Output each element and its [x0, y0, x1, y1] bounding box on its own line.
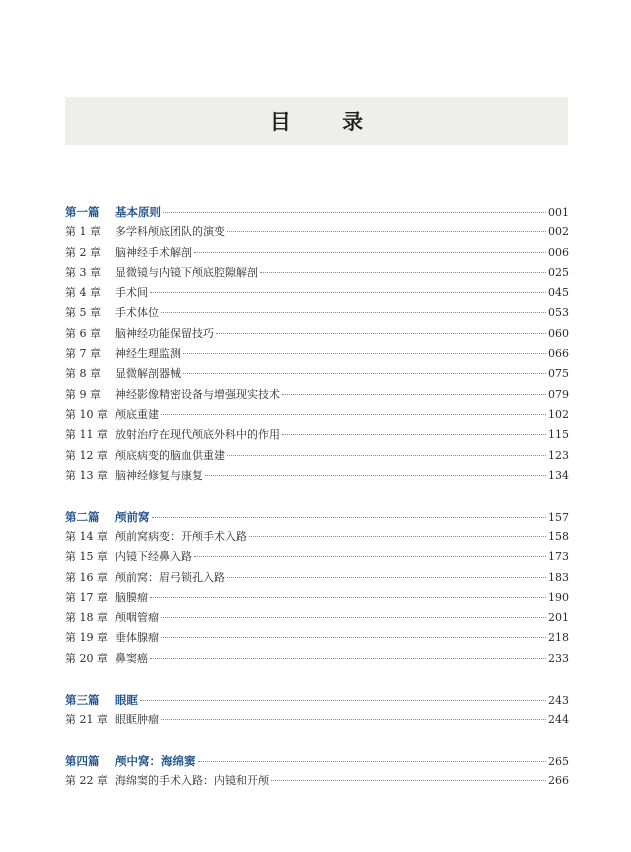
leader-dots — [194, 252, 546, 253]
entry-number: 第 12 章 — [65, 448, 108, 462]
leader-dots — [216, 333, 546, 334]
page-number: 134 — [548, 468, 569, 482]
chapter-entry[interactable] — [65, 771, 568, 791]
entry-number: 第 10 章 — [65, 407, 108, 421]
leader-dots — [282, 394, 546, 395]
section-gap — [65, 730, 568, 751]
part-heading[interactable] — [65, 751, 568, 771]
leader-dots — [227, 231, 546, 232]
entry-number: 第 20 章 — [65, 651, 108, 665]
entry-number: 第 8 章 — [65, 367, 101, 381]
leader-dots — [194, 556, 546, 557]
leader-dots — [140, 700, 546, 701]
section-gap — [65, 669, 568, 690]
leader-dots — [260, 272, 546, 273]
entry-title: 放射治疗在现代颅底外科中的作用 — [115, 428, 280, 442]
page-number: 190 — [548, 590, 569, 604]
leader-dots — [205, 475, 546, 476]
entry-title: 显微解剖器械 — [115, 367, 181, 381]
page-number: 173 — [548, 550, 569, 564]
chapter-entry[interactable] — [65, 263, 568, 283]
entry-number: 第四篇 — [65, 753, 100, 768]
entry-number: 第 11 章 — [65, 428, 108, 442]
chapter-entry[interactable] — [65, 527, 568, 547]
chapter-entry[interactable] — [65, 710, 568, 730]
page-number: 079 — [548, 387, 569, 401]
entry-number: 第 22 章 — [65, 773, 108, 787]
page-number: 025 — [548, 265, 569, 279]
entry-title: 颅底重建 — [115, 407, 159, 421]
entry-number: 第 3 章 — [65, 265, 101, 279]
entry-number: 第 5 章 — [65, 306, 101, 320]
leader-dots — [161, 617, 546, 618]
page-number: 006 — [548, 245, 569, 259]
chapter-entry[interactable] — [65, 324, 568, 344]
chapter-entry[interactable] — [65, 364, 568, 384]
page-number: 001 — [548, 206, 569, 219]
entry-number: 第 2 章 — [65, 245, 101, 259]
entry-title: 基本原则 — [115, 205, 161, 219]
entry-number: 第 15 章 — [65, 550, 108, 564]
chapter-entry[interactable] — [65, 243, 568, 263]
page-number: 243 — [548, 693, 569, 707]
page-number: 066 — [548, 347, 569, 361]
page-number: 158 — [548, 529, 569, 543]
title-band — [65, 97, 568, 145]
entry-number: 第三篇 — [65, 692, 100, 707]
page-title: 目 录 — [269, 109, 386, 134]
page-number: 218 — [548, 631, 569, 645]
leader-dots — [152, 517, 547, 518]
chapter-entry[interactable] — [65, 303, 568, 323]
page-number: 075 — [548, 367, 569, 381]
chapter-entry[interactable] — [65, 446, 568, 466]
entry-number: 第 13 章 — [65, 468, 108, 482]
leader-dots — [227, 577, 546, 578]
page-number: 002 — [548, 225, 569, 239]
entry-title: 鼻窦癌 — [115, 651, 148, 665]
chapter-entry[interactable] — [65, 649, 568, 669]
leader-dots — [150, 658, 546, 659]
chapter-entry[interactable] — [65, 283, 568, 303]
leader-dots — [249, 536, 546, 537]
page-number: 244 — [548, 712, 569, 726]
part-heading[interactable] — [65, 507, 568, 527]
leader-dots — [183, 353, 546, 354]
entry-title: 颅底病变的脑血供重建 — [115, 448, 225, 462]
section-gap — [65, 486, 568, 507]
entry-title: 眼眶肿瘤 — [115, 712, 159, 726]
entry-number: 第 4 章 — [65, 286, 101, 300]
entry-title: 眼眶 — [115, 692, 138, 707]
leader-dots — [271, 780, 546, 781]
entry-number: 第一篇 — [65, 205, 100, 219]
leader-dots — [163, 212, 546, 213]
chapter-entry[interactable] — [65, 385, 568, 405]
page-number: 233 — [548, 651, 569, 665]
entry-number: 第 6 章 — [65, 326, 101, 340]
entry-title: 脑神经功能保留技巧 — [115, 326, 214, 340]
leader-dots — [227, 455, 546, 456]
entry-number: 第 9 章 — [65, 387, 101, 401]
chapter-entry[interactable] — [65, 547, 568, 567]
page-number: 045 — [548, 286, 569, 300]
entry-title: 神经影像精密设备与增强现实技术 — [115, 387, 280, 401]
chapter-entry[interactable] — [65, 588, 568, 608]
entry-title: 垂体腺瘤 — [115, 631, 159, 645]
page-number: 183 — [548, 570, 569, 584]
entry-title: 海绵窦的手术入路：内镜和开颅 — [115, 773, 269, 787]
entry-title: 显微镜与内镜下颅底腔隙解剖 — [115, 265, 258, 279]
leader-dots — [183, 373, 546, 374]
part-heading[interactable] — [65, 690, 568, 710]
leader-dots — [161, 414, 546, 415]
leader-dots — [150, 597, 546, 598]
leader-dots — [161, 312, 546, 313]
page-number: 266 — [548, 773, 569, 787]
part-heading[interactable] — [65, 202, 568, 222]
chapter-entry[interactable] — [65, 628, 568, 648]
entry-number: 第 14 章 — [65, 529, 108, 543]
entry-number: 第 17 章 — [65, 590, 108, 604]
entry-title: 颅前窝：眉弓锁孔入路 — [115, 570, 225, 584]
entry-title: 内镜下经鼻入路 — [115, 550, 192, 564]
entry-title: 脑神经手术解剖 — [115, 245, 192, 259]
chapter-entry[interactable] — [65, 608, 568, 628]
entry-number: 第 16 章 — [65, 570, 108, 584]
chapter-entry[interactable] — [65, 344, 568, 364]
chapter-entry[interactable] — [65, 425, 568, 445]
entry-title: 颅中窝：海绵窦 — [115, 753, 196, 768]
chapter-entry[interactable] — [65, 466, 568, 486]
page-number: 115 — [548, 428, 569, 442]
leader-dots — [282, 434, 546, 435]
entry-number: 第二篇 — [65, 509, 100, 524]
page-number: 157 — [548, 510, 569, 524]
entry-number: 第 1 章 — [65, 225, 101, 239]
table-of-contents — [65, 202, 568, 791]
entry-title: 颅前窝 — [115, 509, 150, 524]
entry-number: 第 7 章 — [65, 347, 101, 361]
entry-title: 脑神经修复与康复 — [115, 468, 203, 482]
entry-title: 脑膜瘤 — [115, 590, 148, 604]
entry-number: 第 18 章 — [65, 611, 108, 625]
chapter-entry[interactable] — [65, 405, 568, 425]
page-number: 123 — [548, 448, 569, 462]
leader-dots — [161, 719, 546, 720]
leader-dots — [150, 292, 546, 293]
entry-title: 手术体位 — [115, 306, 159, 320]
page-number: 053 — [548, 306, 569, 320]
leader-dots — [161, 637, 546, 638]
entry-title: 神经生理监测 — [115, 347, 181, 361]
page-number: 102 — [548, 407, 569, 421]
entry-number: 第 21 章 — [65, 712, 108, 726]
page-number: 265 — [548, 754, 569, 768]
entry-title: 多学科颅底团队的演变 — [115, 225, 225, 239]
page-number: 201 — [548, 611, 569, 625]
leader-dots — [198, 761, 547, 762]
entry-title: 颅前窝病变：开颅手术入路 — [115, 529, 247, 543]
entry-title: 颅咽管瘤 — [115, 611, 159, 625]
entry-title: 手术间 — [115, 286, 148, 300]
chapter-entry[interactable] — [65, 222, 568, 242]
entry-number: 第 19 章 — [65, 631, 108, 645]
page-number: 060 — [548, 326, 569, 340]
chapter-entry[interactable] — [65, 568, 568, 588]
